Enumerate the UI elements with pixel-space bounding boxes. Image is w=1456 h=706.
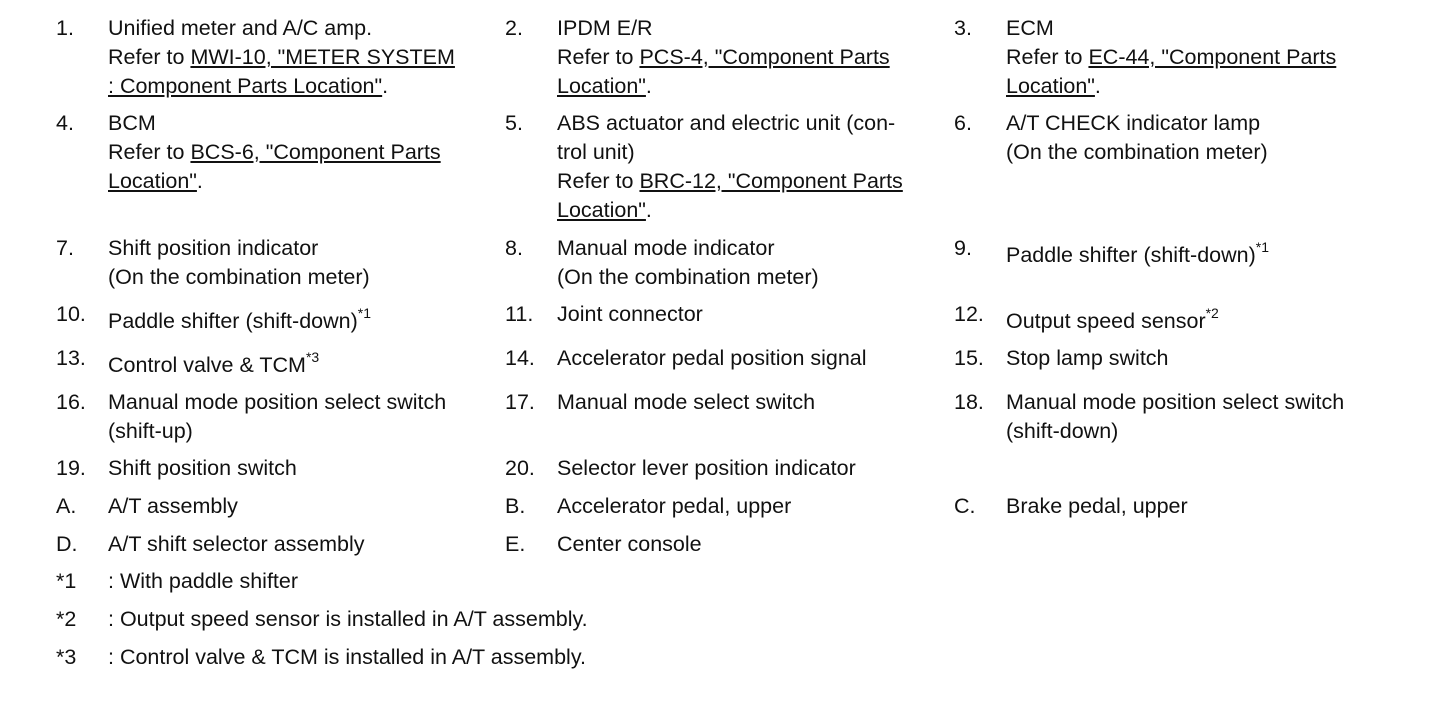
item-number: 3. xyxy=(954,16,972,40)
item-name: A/T CHECK indicator lamp xyxy=(1006,111,1261,135)
item-letter: D. xyxy=(56,532,78,556)
item-number: 19. xyxy=(56,456,86,480)
item-name: BCM xyxy=(108,111,156,135)
item-letter: C. xyxy=(954,494,976,518)
reference-link[interactable]: PCS-4, "Component Parts xyxy=(639,45,890,69)
item-number: 11. xyxy=(505,302,534,326)
refer-suffix: . xyxy=(645,74,652,98)
item-name-continued: (On the combination meter) xyxy=(1006,140,1268,164)
item-number: 12. xyxy=(954,302,984,326)
item-name: Stop lamp switch xyxy=(1006,346,1169,370)
item-name: Paddle shifter (shift-down) xyxy=(108,309,358,333)
item-name-continued: (On the combination meter) xyxy=(108,265,370,289)
item-name: Accelerator pedal, upper xyxy=(557,494,792,518)
item-name: Output speed sensor xyxy=(1006,309,1206,333)
item-name: A/T assembly xyxy=(108,494,238,518)
refer-suffix: . xyxy=(645,198,652,222)
item-name: Manual mode position select switch xyxy=(108,390,447,414)
footnote-mark: *2 xyxy=(1205,304,1219,321)
item-name: Shift position switch xyxy=(108,456,297,480)
item-number: 10. xyxy=(56,302,86,326)
item-name: Manual mode position select switch xyxy=(1006,390,1345,414)
footnote-mark: *1 xyxy=(357,304,371,321)
footnote-mark: *2 xyxy=(56,607,77,631)
item-name: Brake pedal, upper xyxy=(1006,494,1188,518)
reference-link[interactable]: : Component Parts Location" xyxy=(108,74,383,98)
item-number: 1. xyxy=(56,16,74,40)
item-number: 6. xyxy=(954,111,972,135)
refer-prefix: Refer to xyxy=(108,45,191,69)
footnote-mark: *1 xyxy=(1255,238,1269,255)
refer-prefix: Refer to xyxy=(557,169,640,193)
item-number: 20. xyxy=(505,456,535,480)
item-name: Joint connector xyxy=(557,302,703,326)
item-name: Manual mode indicator xyxy=(557,236,775,260)
refer-prefix: Refer to xyxy=(557,45,640,69)
item-number: 4. xyxy=(56,111,74,135)
reference-link[interactable]: BCS-6, "Component Parts xyxy=(190,140,441,164)
item-name: Paddle shifter (shift-down) xyxy=(1006,243,1256,267)
item-name: ECM xyxy=(1006,16,1054,40)
item-name-continued: (shift-down) xyxy=(1006,419,1119,443)
item-letter: A. xyxy=(56,494,77,518)
item-name: Unified meter and A/C amp. xyxy=(108,16,373,40)
item-name: Accelerator pedal position signal xyxy=(557,346,867,370)
item-name: IPDM E/R xyxy=(557,16,653,40)
item-name: Selector lever position indicator xyxy=(557,456,856,480)
item-number: 8. xyxy=(505,236,523,260)
refer-prefix: Refer to xyxy=(1006,45,1089,69)
item-number: 17. xyxy=(505,390,535,414)
item-number: 2. xyxy=(505,16,523,40)
item-number: 15. xyxy=(954,346,984,370)
item-name: Control valve & TCM xyxy=(108,353,306,377)
item-name: Center console xyxy=(557,532,702,556)
item-name: Shift position indicator xyxy=(108,236,319,260)
item-number: 18. xyxy=(954,390,984,414)
item-letter: E. xyxy=(505,532,526,556)
item-name: A/T shift selector assembly xyxy=(108,532,365,556)
refer-suffix: . xyxy=(1094,74,1101,98)
item-name-continued: trol unit) xyxy=(557,140,635,164)
item-number: 5. xyxy=(505,111,523,135)
reference-link[interactable]: MWI-10, "METER SYSTEM xyxy=(190,45,455,69)
footnote-mark: *1 xyxy=(56,569,77,593)
item-number: 14. xyxy=(505,346,535,370)
reference-link[interactable]: EC-44, "Component Parts xyxy=(1088,45,1337,69)
reference-link[interactable]: Location" xyxy=(557,74,646,98)
item-number: 9. xyxy=(954,236,972,260)
refer-prefix: Refer to xyxy=(108,140,191,164)
reference-link[interactable]: Location" xyxy=(557,198,646,222)
footnote-mark: *3 xyxy=(56,645,77,669)
item-number: 7. xyxy=(56,236,74,260)
reference-link[interactable]: Location" xyxy=(108,169,197,193)
refer-suffix: . xyxy=(196,169,203,193)
item-name-continued: (On the combination meter) xyxy=(557,265,819,289)
item-name-continued: (shift-up) xyxy=(108,419,193,443)
reference-link[interactable]: BRC-12, "Component Parts xyxy=(639,169,903,193)
footnote-text: : Output speed sensor is installed in A/T assembly. xyxy=(108,607,588,631)
refer-suffix: . xyxy=(382,74,389,98)
footnote-text: : Control valve & TCM is installed in A/T assembly. xyxy=(108,645,586,669)
item-name: ABS actuator and electric unit (con- xyxy=(557,111,896,135)
item-letter: B. xyxy=(505,494,526,518)
item-number: 16. xyxy=(56,390,86,414)
item-name: Manual mode select switch xyxy=(557,390,816,414)
item-number: 13. xyxy=(56,346,86,370)
footnote-text: : With paddle shifter xyxy=(108,569,299,593)
reference-link[interactable]: Location" xyxy=(1006,74,1095,98)
footnote-mark: *3 xyxy=(305,348,320,365)
